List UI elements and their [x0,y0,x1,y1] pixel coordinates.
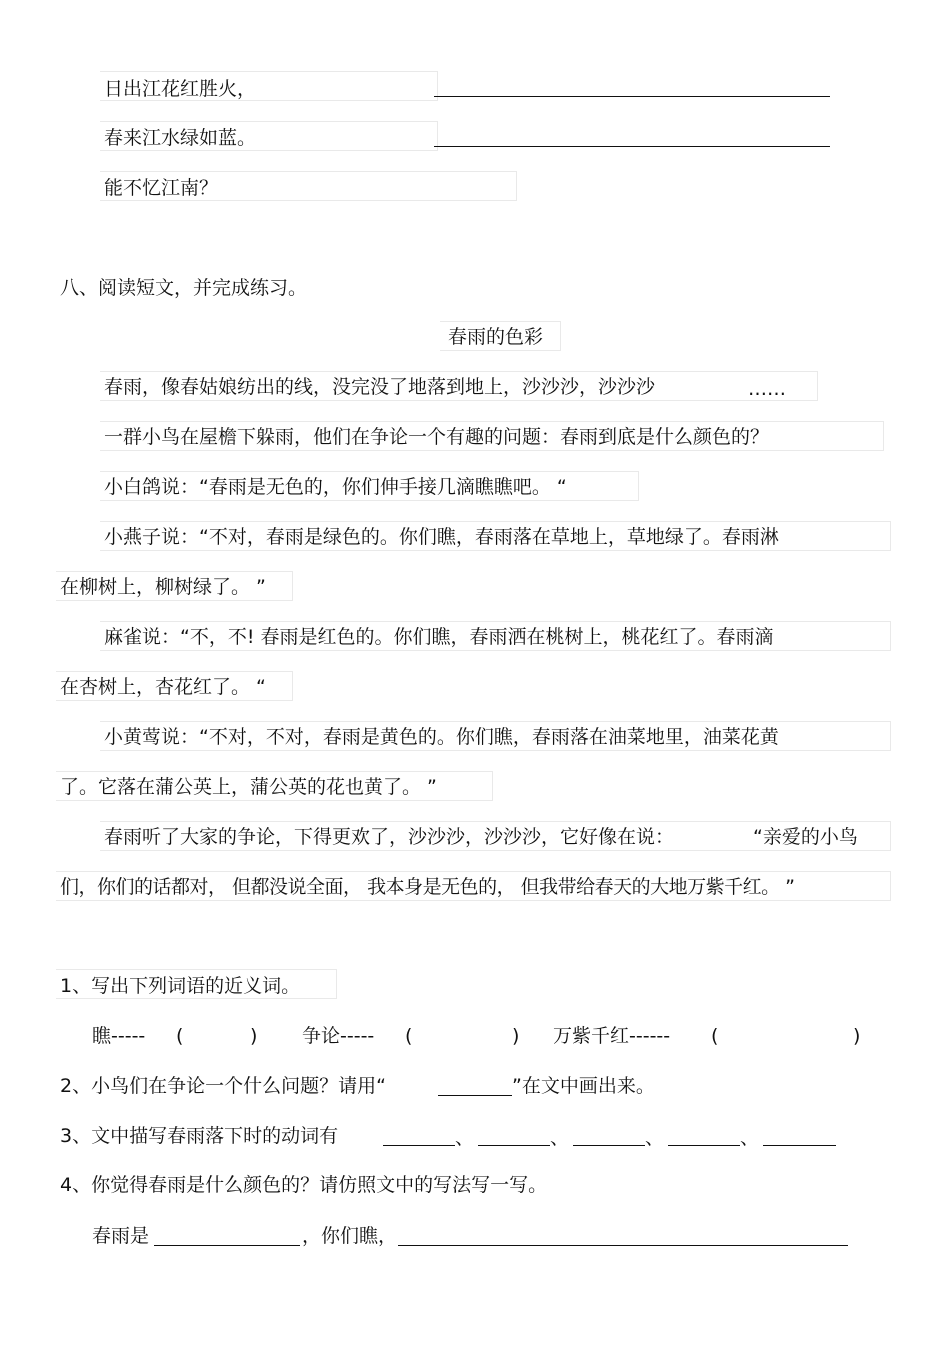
q3-blank-1[interactable] [383,1145,455,1146]
paragraph-6-line-2: 了。它落在蒲公英上，蒲公英的花也黄了。 ” [60,776,437,798]
q1-paren-open-2: ( [405,1025,413,1047]
q4-blank-color[interactable] [154,1245,300,1246]
paragraph-5-line-1: 麻雀说：“不，不! 春雨是红色的。你们瞧，春雨洒在桃树上，桃花红了。春雨滴 [104,626,774,648]
paragraph-5-line-2: 在杏树上，杏花红了。 “ [60,676,266,698]
q3-blank-4[interactable] [668,1145,740,1146]
q1-paren-close-2: ) [512,1025,520,1047]
q1-word-2: 争论----- [302,1025,375,1047]
q1-word-1: 瞧----- [92,1025,146,1047]
question-3: 3、文中描写春雨落下时的动词有 [60,1125,339,1147]
q2-underline-sample [438,1095,512,1096]
q4-prefix: 春雨是 [92,1225,150,1247]
q4-blank-description[interactable] [398,1245,848,1246]
q3-sep-3: 、 [645,1127,665,1149]
paragraph-1: 春雨，像春姑娘纺出的线，没完没了地落到地上，沙沙沙，沙沙沙 [104,376,656,398]
paragraph-7-line-2: 们，你们的话都对， 但都没说全面， 我本身是无色的， 但我带给春天的大地万紫千红。 ” [60,876,795,898]
paragraph-1-ellipsis: …… [748,378,786,400]
section-heading: 八、阅读短文，并完成练习。 [60,277,308,299]
q1-answer-1[interactable] [186,1023,246,1049]
q1-word-3: 万紫千红------ [553,1025,671,1047]
q1-answer-3[interactable] [721,1023,846,1049]
poem-answer-line-2[interactable] [434,146,830,147]
question-2-part-1: 2、小鸟们在争论一个什么问题？请用“ [60,1075,386,1097]
paragraph-2: 一群小鸟在屋檐下躲雨，他们在争论一个有趣的问题：春雨到底是什么颜色的？ [104,426,770,448]
paragraph-4-line-2: 在柳树上，柳树绿了。 ” [60,576,266,598]
poem-line-2: 春来江水绿如蓝。 [104,127,257,149]
question-2-part-2: ”在文中画出来。 [512,1075,655,1097]
paragraph-7-line-1: 春雨听了大家的争论，下得更欢了，沙沙沙，沙沙沙，它好像在说： [104,826,675,848]
q3-blank-2[interactable] [478,1145,550,1146]
q3-blank-5[interactable] [763,1145,836,1146]
q3-sep-4: 、 [740,1127,760,1149]
q1-answer-2[interactable] [415,1023,505,1049]
passage-title: 春雨的色彩 [448,326,544,348]
paragraph-6-line-1: 小黄莺说：“不对，不对，春雨是黄色的。你们瞧，春雨落在油菜地里，油菜花黄 [104,726,779,748]
poem-line-3: 能不忆江南？ [104,177,219,199]
q3-blank-3[interactable] [573,1145,645,1146]
question-1: 1、写出下列词语的近义词。 [60,975,301,997]
paragraph-3: 小白鸽说：“春雨是无色的，你们伸手接几滴瞧瞧吧。 “ [104,476,567,498]
poem-line-1: 日出江花红胜火， [104,78,257,100]
q1-paren-open-1: ( [176,1025,184,1047]
poem-answer-line-1[interactable] [434,96,830,97]
paragraph-7-quote: “亲爱的小鸟 [753,826,858,848]
q3-sep-1: 、 [455,1127,475,1149]
q1-paren-open-3: ( [711,1025,719,1047]
q1-paren-close-1: ) [250,1025,258,1047]
paragraph-4-line-1: 小燕子说：“不对，春雨是绿色的。你们瞧，春雨落在草地上，草地绿了。春雨淋 [104,526,779,548]
q4-middle: ，你们瞧， [302,1225,398,1247]
question-4: 4、你觉得春雨是什么颜色的？请仿照文中的写法写一写。 [60,1174,548,1196]
q3-sep-2: 、 [550,1127,570,1149]
q1-paren-close-3: ) [853,1025,861,1047]
